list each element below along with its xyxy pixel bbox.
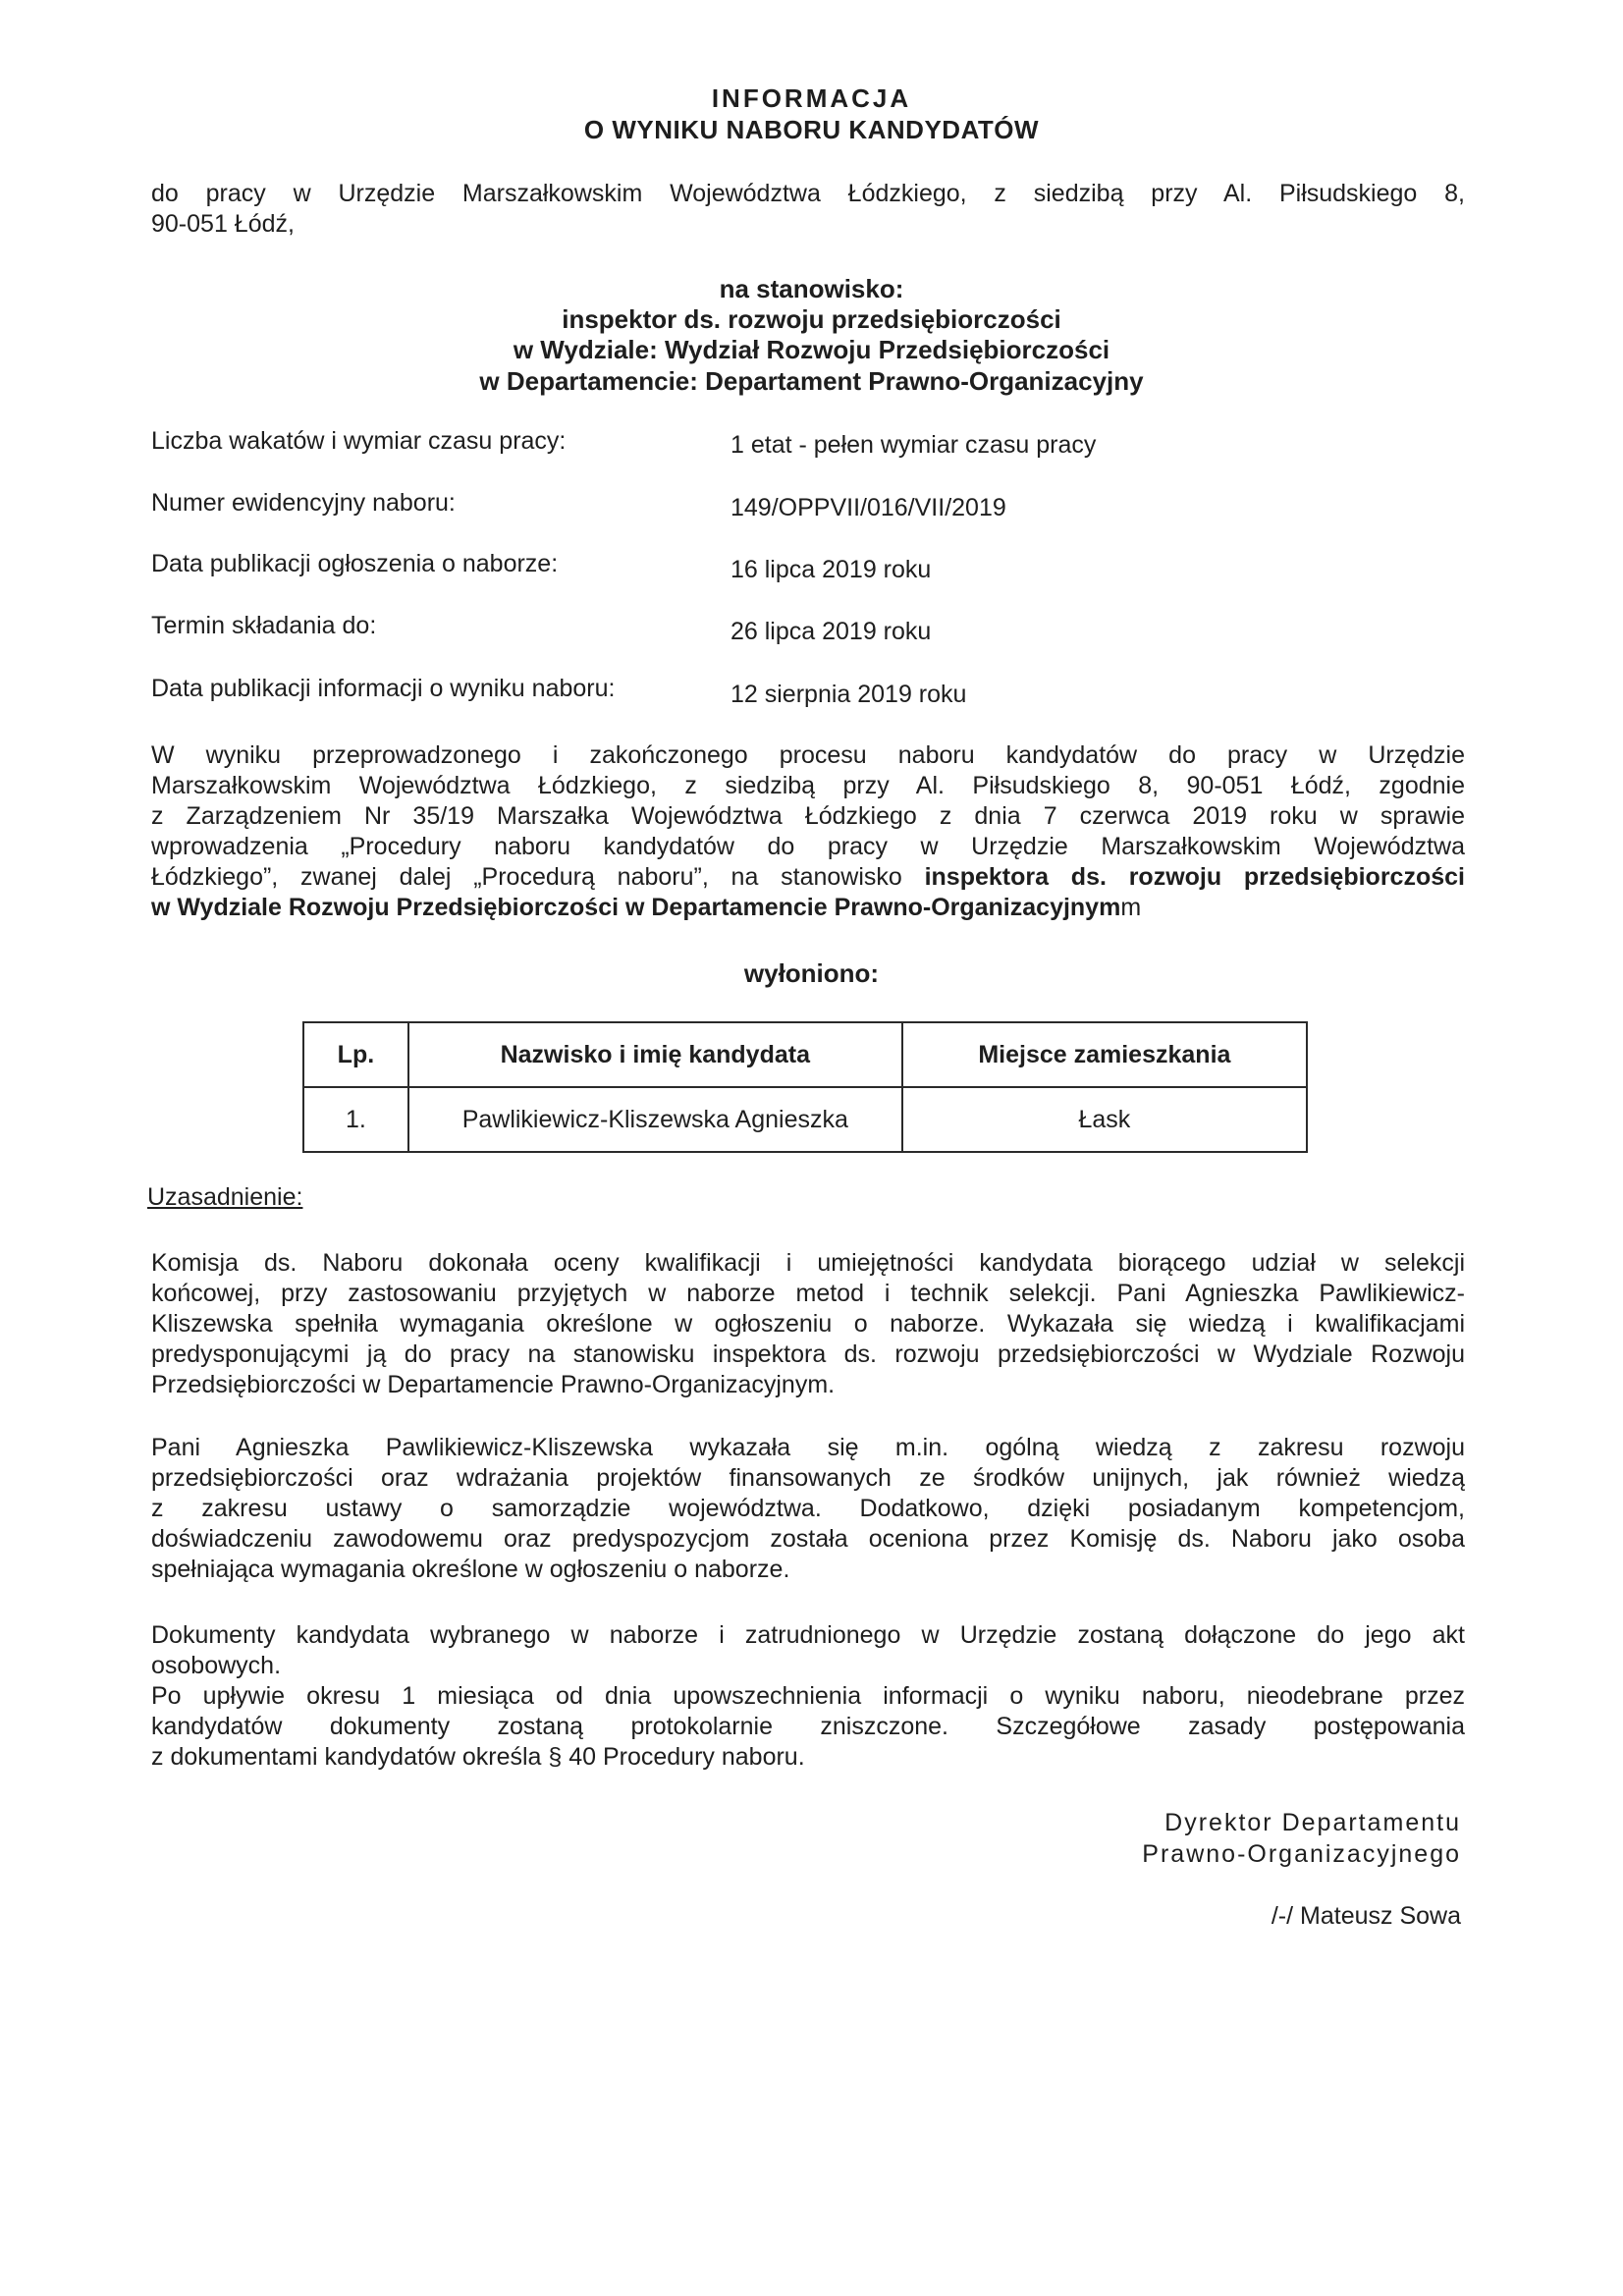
paragraph-line: W wyniku przeprowadzonego i zakończonego procesu naboru kandydatów do pracy w Urzędzie [151, 741, 1465, 769]
justification-paragraph [151, 1433, 1465, 1585]
paragraph-line: przedsiębiorczości oraz wdrażania projektów finansowanych ze środków unijnych, jak również wiedzą [151, 1464, 1465, 1492]
selected-label: wyłoniono: [743, 958, 880, 988]
detail-value: 1 etat - pełen wymiar czasu pracy [730, 431, 1097, 459]
table-cell: 1. [303, 1087, 408, 1152]
signature-department: Prawno-Organizacyjnego [1142, 1840, 1461, 1868]
position-name-bold: inspektora ds. rozwoju przedsiębiorczości [924, 863, 1465, 891]
table-row [303, 1087, 1307, 1152]
division-name-bold: w Wydziale Rozwoju Przedsiębiorczości w Departamencie Prawno-Organizacyjnym [151, 894, 1121, 921]
paragraph-line: końcowej, przy zastosowaniu przyjętych w naborze metod i technik selekcji. Pani Agnieszka Pawlikiewicz- [151, 1280, 1465, 1307]
table-header-cell: Miejsce zamieszkania [902, 1022, 1307, 1087]
paragraph-line: kandydatów dokumenty zostaną protokolarnie zniszczone. Szczegółowe zasady postępowania [151, 1713, 1465, 1740]
paragraph-line: Kliszewska spełniła wymagania określone w ogłoszeniu o naborze. Wykazała się wiedzą i kwalifikacjami [151, 1310, 1465, 1338]
paragraph-line: z Zarządzeniem Nr 35/19 Marszałka Województwa Łódzkiego z dnia 7 czerwca 2019 roku w sprawie [151, 802, 1465, 830]
detail-label: Data publikacji informacji o wyniku naboru: [151, 675, 616, 702]
paragraph-line: z dokumentami kandydatów określa § 40 Procedury naboru. [151, 1743, 805, 1771]
signature-name: /-/ Mateusz Sowa [1271, 1902, 1461, 1930]
paragraph-line: Po upływie okresu 1 miesiąca od dnia upowszechnienia informacji o wyniku naboru, nieodebrane przez [151, 1682, 1465, 1710]
intro-text [151, 179, 1465, 240]
result-paragraph [151, 740, 1465, 923]
paragraph-text: Łódzkiego”, zwanej dalej „Procedurą naboru”, na stanowisko [151, 863, 925, 891]
intro-line: 90-051 Łódź, [151, 210, 295, 238]
signature-title: Dyrektor Departamentu [1164, 1809, 1461, 1836]
paragraph-line: wprowadzenia „Procedury naboru kandydatów do pracy w Urzędzie Marszałkowskim Województwa [151, 833, 1465, 860]
paragraph-text: m [1120, 894, 1142, 921]
detail-value: 12 sierpnia 2019 roku [730, 681, 967, 708]
table-header-cell: Nazwisko i imię kandydata [408, 1022, 902, 1087]
justification-heading: Uzasadnienie: [147, 1183, 303, 1211]
paragraph-line: spełniająca wymagania określone w ogłoszeniu o naborze. [151, 1556, 790, 1583]
table-header-row [303, 1022, 1307, 1087]
paragraph-line [151, 862, 1465, 893]
detail-value: 26 lipca 2019 roku [730, 618, 932, 645]
detail-label: Liczba wakatów i wymiar czasu pracy: [151, 427, 567, 455]
document-title: INFORMACJA [711, 83, 912, 113]
detail-value: 149/OPPVII/016/VII/2019 [730, 494, 1006, 521]
paragraph-line: osobowych. [151, 1652, 282, 1679]
detail-value: 16 lipca 2019 roku [730, 556, 932, 583]
intro-line: do pracy w Urzędzie Marszałkowskim Województwa Łódzkiego, z siedzibą przy Al. Piłsudskiego 8, [151, 180, 1465, 207]
table-cell: Łask [902, 1087, 1307, 1152]
paragraph-line: Przedsiębiorczości w Departamencie Prawno-Organizacyjnym. [151, 1371, 836, 1398]
paragraph-line: Dokumenty kandydata wybranego w naborze i zatrudnionego w Urzędzie zostaną dołączone do jego akt [151, 1621, 1465, 1649]
position-division: w Wydziale: Wydział Rozwoju Przedsiębiorczości [513, 335, 1110, 364]
position-title: inspektor ds. rozwoju przedsiębiorczości [562, 304, 1061, 334]
results-table [302, 1021, 1308, 1153]
paragraph-line: z zakresu ustawy o samorządzie województwa. Dodatkowo, dzięki posiadanym kompetencjom, [151, 1495, 1465, 1522]
paragraph-line: Marszałkowskim Województwa Łódzkiego, z siedzibą przy Al. Piłsudskiego 8, 90-051 Łódź, zgodnie [151, 772, 1465, 799]
paragraph-line: Komisja ds. Naboru dokonała oceny kwalifikacji i umiejętności kandydata biorącego udział w selekcji [151, 1249, 1465, 1277]
detail-label: Termin składania do: [151, 612, 377, 639]
detail-label: Data publikacji ogłoszenia o naborze: [151, 550, 559, 577]
table-cell: Pawlikiewicz-Kliszewska Agnieszka [408, 1087, 902, 1152]
detail-label: Numer ewidencyjny naboru: [151, 489, 456, 517]
paragraph-line: doświadczeniu zawodowemu oraz predyspozycjom została oceniona przez Komisję ds. Naboru jako osoba [151, 1525, 1465, 1553]
position-department: w Departamencie: Departament Prawno-Organizacyjny [479, 366, 1144, 396]
paragraph-line [151, 893, 1465, 923]
paragraph-line: predysponującymi ją do pracy na stanowisku inspektora ds. rozwoju przedsiębiorczości w Wydziale Rozwoju [151, 1340, 1465, 1368]
table-header-cell: Lp. [303, 1022, 408, 1087]
document-subtitle: O WYNIKU NABORU KANDYDATÓW [583, 115, 1040, 144]
justification-paragraph [151, 1248, 1465, 1400]
position-heading: na stanowisko: [719, 274, 904, 303]
paragraph-line: Pani Agnieszka Pawlikiewicz-Kliszewska wykazała się m.in. ogólną wiedzą z zakresu rozwoju [151, 1434, 1465, 1461]
documents-paragraph [151, 1620, 1465, 1773]
